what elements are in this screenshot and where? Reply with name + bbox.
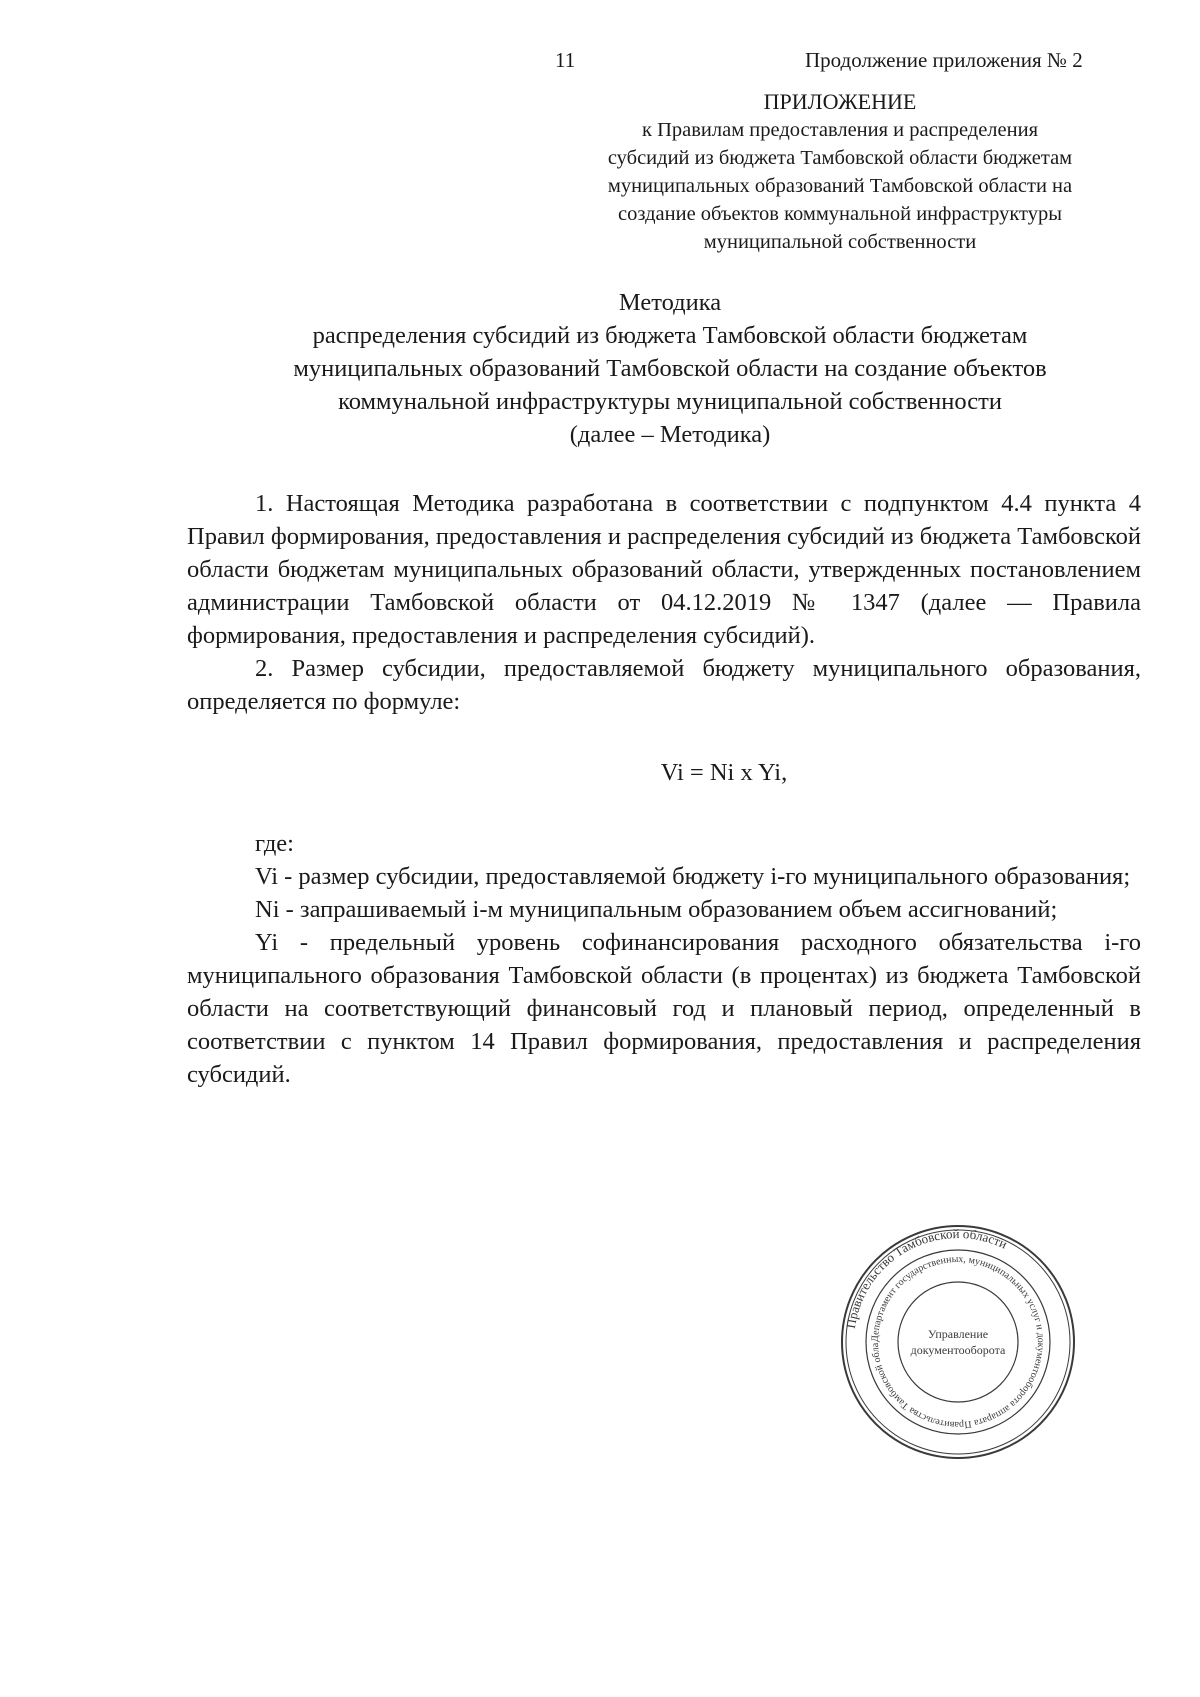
heading-line: (далее – Методика) (569, 421, 771, 448)
definition-y: Yi - предельный уровень софинансирования расходного обязательства i-го муниципального образования Тамбовской области (в процентах) из бюджета Тамбовской области на соответствующий финансовый год и плановый период, определенный в соответствии с пунктом 14 Правил формирования, предоставления и распределения субсидий. (187, 929, 1141, 1088)
stamp-center-line-2: документооборота (910, 1343, 1006, 1357)
definition-n: Ni - запрашиваемый i-м муниципальным образованием объем ассигнований; (255, 896, 1058, 923)
appendix-line: создание объектов коммунальной инфраструктуры (618, 203, 1062, 225)
heading-line: коммунальной инфраструктуры муниципальной собственности (338, 388, 1002, 415)
svg-text:Департамент государственных, м (838, 1222, 1046, 1430)
appendix-line: муниципальных образований Тамбовской области на (607, 175, 1073, 197)
continuation-label: Продолжение приложения № 2 (805, 48, 1083, 72)
svg-text:Правительство Тамбовской облас (843, 1226, 1010, 1330)
heading-title: Методика (618, 289, 722, 316)
page-number: 11 (555, 48, 576, 72)
document-heading (190, 286, 1150, 451)
official-stamp (838, 1222, 1078, 1462)
paragraph-2: 2. Размер субсидии, предоставляемой бюджету муниципального образования, определяется по формуле: (187, 655, 1141, 715)
appendix-line: муниципальной собственности (703, 231, 977, 253)
definition-v: Vi - размер субсидии, предоставляемой бюджету i-го муниципального образования; (255, 863, 1131, 890)
appendix-line: субсидий из бюджета Тамбовской области бюджетам (607, 147, 1073, 169)
where-label: где: (255, 830, 294, 857)
appendix-block (540, 88, 1140, 256)
stamp-inner-ring-text: Департамент государственных, муниципальных услуг и документооборота аппарата Правительства Тамбовской обла (869, 1253, 1047, 1431)
stamp-center-line-1: Управление (927, 1327, 989, 1341)
appendix-title: ПРИЛОЖЕНИЕ (763, 89, 917, 114)
paragraph-1: 1. Настоящая Методика разработана в соответствии с подпунктом 4.4 пункта 4 Правил формирования, предоставления и распределения субсидий из бюджета Тамбовской области бюджетам муниципальных образований области, утвержденных постановлением администрации Тамбовской области от 04.12.2019 № 1347 (далее — Правила формирования, предоставления и распределения субсидий). (187, 490, 1141, 649)
heading-line: распределения субсидий из бюджета Тамбовской области бюджетам (312, 322, 1028, 349)
document-body (187, 487, 1141, 1091)
stamp-outer-text: Правительство Тамбовской области (842, 1225, 1010, 1330)
heading-line: муниципальных образований Тамбовской области на создание объектов (293, 355, 1047, 382)
appendix-line: к Правилам предоставления и распределения (641, 119, 1039, 141)
stamp-seal-icon (838, 1222, 1078, 1462)
formula: Vi = Ni x Yi, (660, 759, 788, 786)
